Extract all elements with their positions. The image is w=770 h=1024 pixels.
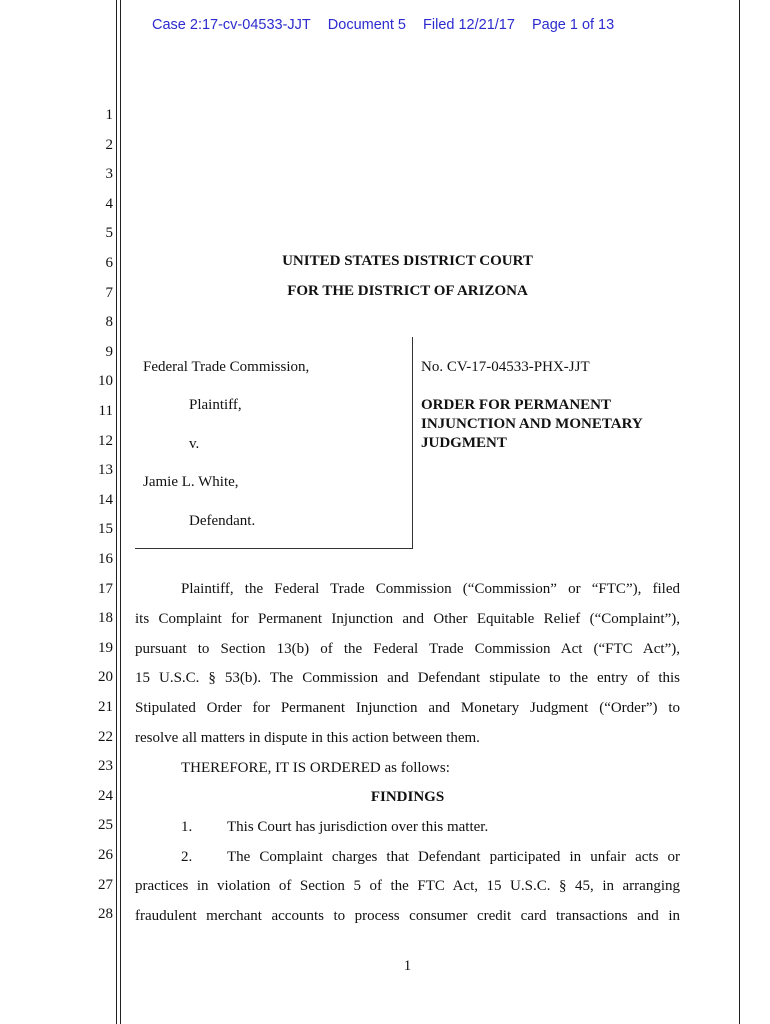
line-number: 12 [98,432,113,449]
finding-2-number: 2. [181,849,193,865]
line-number: 25 [98,817,113,834]
case-number: No. CV-17-04533-PHX-JJT [421,359,590,375]
order-title-line3: JUDGMENT [421,435,507,451]
line-number: 7 [105,284,113,301]
plaintiff-name: Federal Trade Commission, [143,359,310,375]
margin-rule-left-1 [116,0,117,1024]
line-number: 4 [105,195,113,212]
line-number: 19 [98,639,113,656]
paragraph-line: 15 U.S.C. § 53(b). The Commission and Defendant stipulate to the entry of this [135,670,680,686]
line-number: 2 [105,136,113,153]
plaintiff-label: Plaintiff, [189,397,242,413]
caption-divider-vertical [412,337,413,549]
filing-header [152,17,632,33]
finding-1-text: This Court has jurisdiction over this matter. [227,819,489,835]
line-number: 10 [98,373,113,390]
line-number: 15 [98,521,113,538]
defendant-name: Jamie L. White, [143,474,239,490]
document-number-stamp: Document 5 [327,17,406,33]
findings-heading: FINDINGS [370,789,445,805]
line-number: 28 [98,906,113,923]
line-number: 14 [98,491,113,508]
margin-rule-left-2 [120,0,121,1024]
line-number: 1 [105,107,113,123]
case-number-stamp: Case 2:17-cv-04533-JJT [152,17,311,33]
paragraph-line: The Complaint charges that Defendant participated in unfair acts or [227,849,680,865]
finding-1-number: 1. [181,819,193,835]
court-name: UNITED STATES DISTRICT COURT [282,253,533,269]
paragraph-line: its Complaint for Permanent Injunction and Other Equitable Relief (“Complaint”), [135,611,680,627]
line-number: 26 [98,847,113,863]
line-number: 8 [105,314,113,331]
page-count-stamp: Page 1 of 13 [531,17,615,33]
line-number: 18 [98,610,113,627]
line-number: 21 [98,699,113,715]
paragraph-line: practices in violation of Section 5 of the FTC Act, 15 U.S.C. § 45, in arranging [135,878,680,894]
line-number: 9 [105,343,113,360]
line-number: 5 [105,225,113,242]
line-number: 27 [98,876,113,893]
line-number: 23 [98,758,113,775]
order-title-line1: ORDER FOR PERMANENT [421,397,611,413]
page-number: 1 [403,958,412,974]
filed-date-stamp: Filed 12/21/17 [423,17,515,33]
versus-label: v. [189,436,200,452]
caption-divider-horizontal [135,548,413,549]
margin-rule-right [739,0,740,1024]
line-number: 24 [98,787,113,804]
paragraph-line: Stipulated Order for Permanent Injunction and Monetary Judgment (“Order”) to [135,700,680,716]
line-number: 13 [98,462,113,479]
paragraph-line: resolve all matters in dispute in this action between them. [135,730,480,746]
order-title-line2: INJUNCTION AND MONETARY [421,416,643,432]
paragraph-line: Plaintiff, the Federal Trade Commission (“Commission” or “FTC”), filed [181,581,680,597]
paragraph-line: pursuant to Section 13(b) of the Federal Trade Commission Act (“FTC Act”), [135,641,680,657]
line-number: 11 [98,403,113,419]
line-number: 22 [98,728,113,745]
line-number: 3 [105,166,113,183]
line-number: 20 [98,669,113,686]
line-number: 17 [98,580,113,597]
paragraph-line: fraudulent merchant accounts to process consumer credit card transactions and in [135,908,680,924]
line-number: 16 [98,551,113,567]
court-district: FOR THE DISTRICT OF ARIZONA [287,283,528,299]
therefore-clause: THEREFORE, IT IS ORDERED as follows: [181,760,450,776]
defendant-label: Defendant. [189,513,256,529]
line-number: 6 [105,255,113,271]
